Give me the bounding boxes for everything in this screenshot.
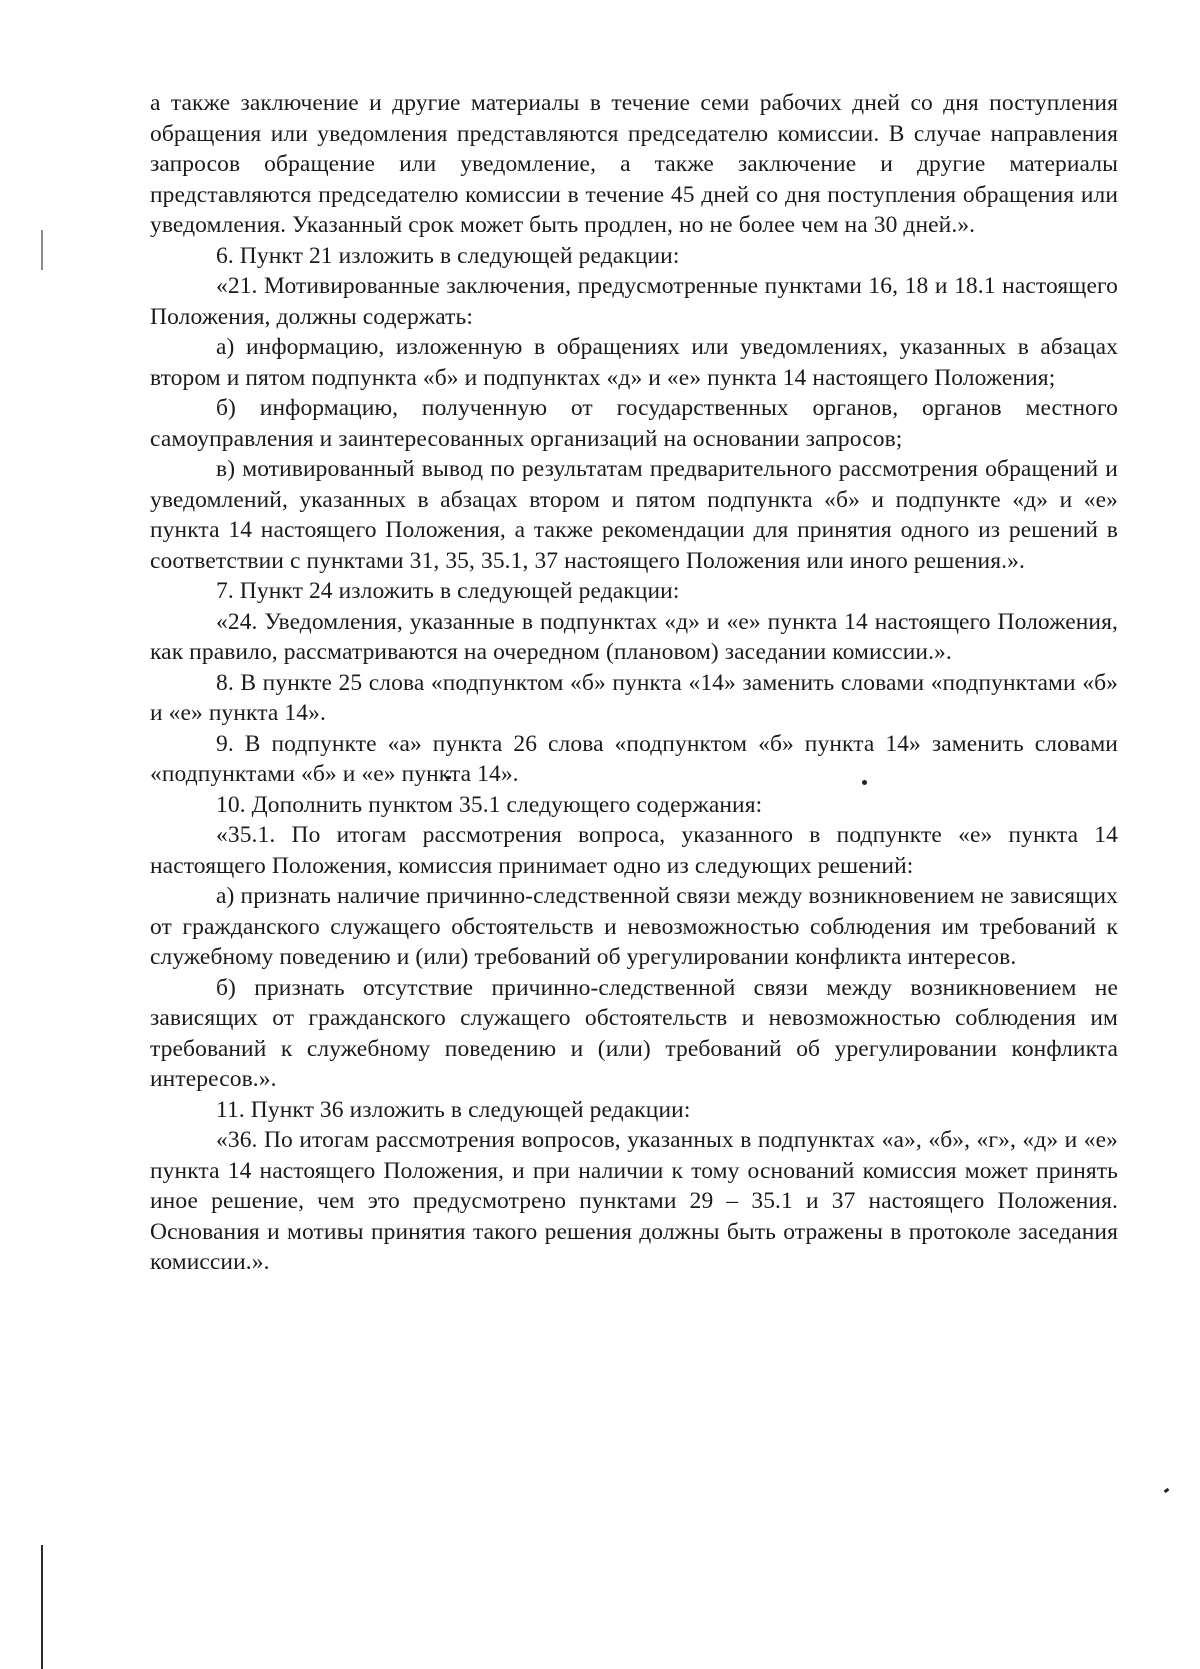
paragraph-clause-24: «24. Уведомления, указанные в подпунктах «д» и «е» пункта 14 настоящего Положения, как правило, рассматриваются на очередном (плановом) заседании комиссии.». <box>150 608 1118 665</box>
paragraph-clause-36: «36. По итогам рассмотрения вопросов, указанных в подпунктах «а», «б», «г», «д» и «е» пункта 14 настоящего Положения, и при наличии к тому оснований комиссия может принять иное решение, чем это предусмотрено пунктами 29 – 35.1 и 37 настоящего Положения. Основания и мотивы принятия такого решения должны быть отражены в протоколе заседания комиссии.». <box>150 1127 1118 1275</box>
document-body <box>150 88 1118 1278</box>
paragraph-item-11: 11. Пункт 36 изложить в следующей редакции: <box>216 1096 691 1123</box>
paragraph-subclause-v: в) мотивированный вывод по результатам предварительного рассмотрения обращений и уведомлений, указанных в абзацах втором и пятом подпункта «б» и подпункте «д» и «е» пункта 14 настоящего Положения, а также рекомендации для принятия одного из решений в соответствии с пунктами 31, 35, 35.1, 37 настоящего Положения или иного решения.». <box>150 456 1118 574</box>
paragraph-subclause-b: б) информацию, полученную от государственных органов, органов местного самоуправления и заинтересованных организаций на основании запросов; <box>150 395 1118 452</box>
paragraph-decision-b: б) признать отсутствие причинно-следственной связи между возникновением не зависящих от гражданского служащего обстоятельств и невозможностью соблюдения им требований к служебному поведению и (или) требований об урегулировании конфликта интересов.». <box>150 974 1118 1092</box>
scan-speck <box>1164 1488 1170 1493</box>
scan-edge-mark <box>41 230 43 270</box>
paragraph-item-10: 10. Дополнить пунктом 35.1 следующего содержания: <box>216 791 763 818</box>
scan-edge-mark <box>41 1545 43 1669</box>
paragraph-decision-a: а) признать наличие причинно-следственной связи между возникновением не зависящих от гражданского служащего обстоятельств и невозможностью соблюдения им требований к служебному поведению и (или) требований об урегулировании конфликта интересов. <box>150 883 1118 970</box>
paragraph-clause-21: «21. Мотивированные заключения, предусмотренные пунктами 16, 18 и 18.1 настоящего Положения, должны содержать: <box>150 273 1118 330</box>
paragraph-subclause-a: а) информацию, изложенную в обращениях или уведомлениях, указанных в абзацах втором и пятом подпункта «б» и подпунктах «д» и «е» пункта 14 настоящего Положения; <box>150 334 1118 391</box>
paragraph-item-9: 9. В подпункте «а» пункта 26 слова «подпунктом «б» пункта 14» заменить словами «подпунктами «б» и «е» пункта 14». <box>150 730 1118 787</box>
paragraph-clause-35-1: «35.1. По итогам рассмотрения вопроса, указанного в подпункте «е» пункта 14 настоящего Положения, комиссия принимает одно из следующих решений: <box>150 822 1118 879</box>
paragraph-continuation: а также заключение и другие материалы в течение семи рабочих дней со дня поступления обращения или уведомления представляются председателю комиссии. В случае направления запросов обращение или уведомление, а также заключение и другие материалы представляются председателю комиссии в течение 45 дней со дня поступления обращения или уведомления. Указанный срок может быть продлен, но не более чем на 30 дней.». <box>150 90 1118 238</box>
paragraph-item-7: 7. Пункт 24 изложить в следующей редакции: <box>216 578 680 604</box>
paragraph-item-8: 8. В пункте 25 слова «подпунктом «б» пункта «14» заменить словами «подпунктами «б» и «е» пункта 14». <box>150 669 1118 726</box>
paragraph-item-6: 6. Пункт 21 изложить в следующей редакции: <box>216 242 680 269</box>
